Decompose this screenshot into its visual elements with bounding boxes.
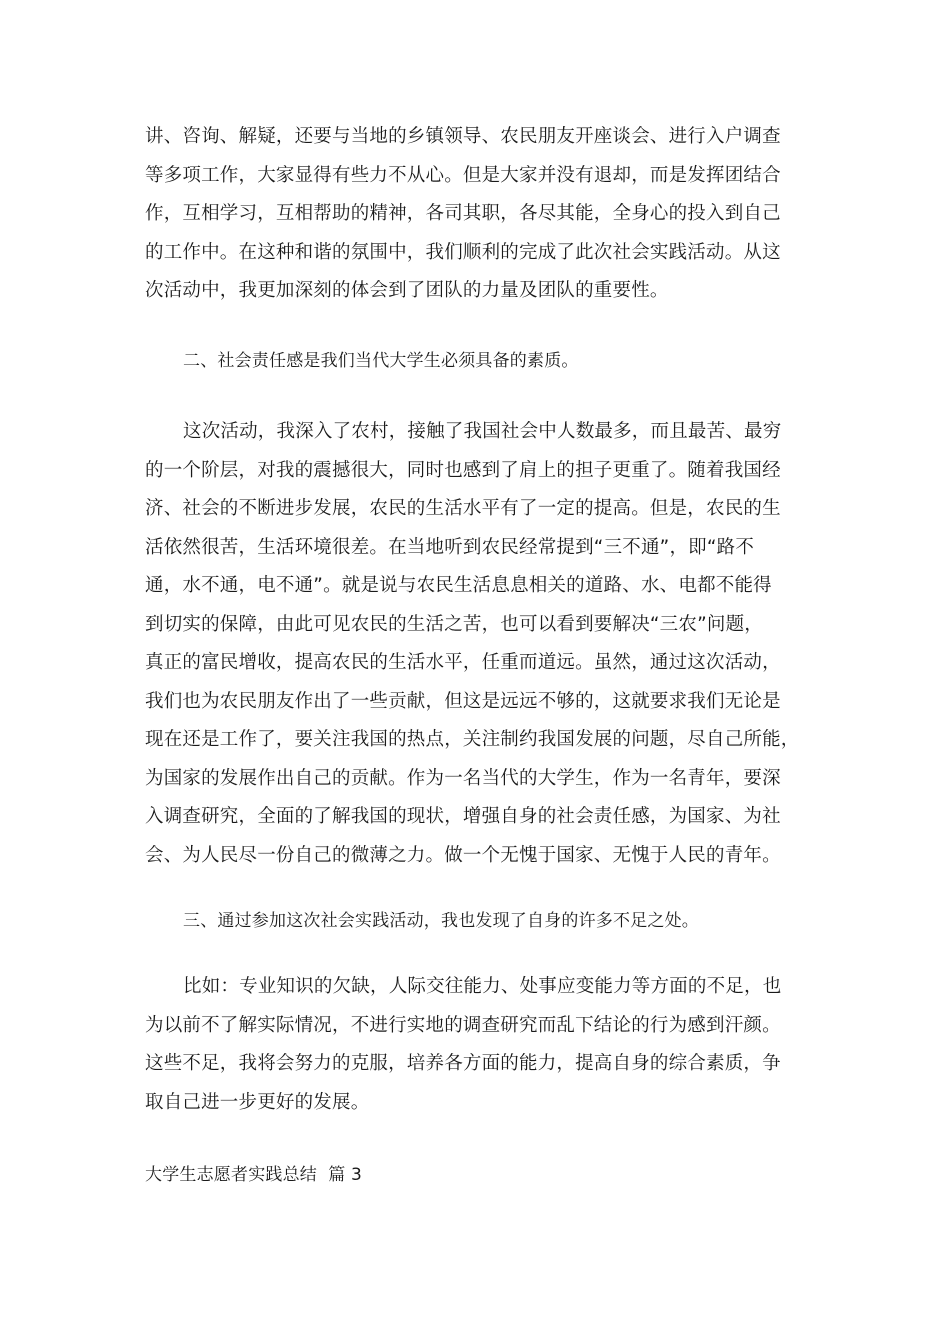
section-heading-text: 二、社会责任感是我们当代大学生必须具备的素质。 <box>183 351 579 371</box>
text-line: 作，互相学习，互相帮助的精神，各司其职，各尽其能，全身心的投入到自己 <box>145 203 781 224</box>
text-line: 到切实的保障，由此可见农民的生活之苦，也可以看到要解决“三农”问题， <box>145 613 763 635</box>
section-heading-2 <box>145 342 815 381</box>
paragraph-team-work <box>145 118 815 311</box>
text-line: 取自己进一步更好的发展。 <box>145 1091 370 1113</box>
section-heading-text: 三、通过参加这次社会实践活动，我也发现了自身的许多不足之处。 <box>183 911 699 931</box>
text-line: 的一个阶层，对我的震撼很大，同时也感到了肩上的担子更重了。随着我国经 <box>145 459 781 481</box>
paragraph-shortcomings <box>145 968 815 1122</box>
text-line: 现在还是工作了，要关注我国的热点，关注制约我国发展的问题，尽自己所能， <box>145 729 800 750</box>
next-title-text: 大学生志愿者实践总结 篇 3 <box>145 1165 363 1185</box>
text-line: 的工作中。在这种和谐的氛围中，我们顺利的完成了此次社会实践活动。从这 <box>145 241 781 263</box>
text-line: 为以前不了解实际情况，不进行实地的调查研究而乱下结论的行为感到汗颜。 <box>145 1014 781 1036</box>
text-line: 比如：专业知识的欠缺，人际交往能力、处事应变能力等方面的不足，也 <box>183 976 782 997</box>
text-line: 济、社会的不断进步发展，农民的生活水平有了一定的提高。但是，农民的生 <box>145 498 781 519</box>
text-line: 等多项工作，大家显得有些力不从心。但是大家并没有退却，而是发挥团结合 <box>145 164 781 186</box>
text-line: 次活动中，我更加深刻的体会到了团队的力量及团队的重要性。 <box>145 280 669 301</box>
text-line: 入调查研究，全面的了解我国的现状，增强自身的社会责任感，为国家、为社 <box>145 806 781 827</box>
text-line: 会、为人民尽一份自己的微薄之力。做一个无愧于国家、无愧于人民的青年。 <box>145 844 781 866</box>
text-line: 这次活动，我深入了农村，接触了我国社会中人数最多，而且最苦、最穷 <box>183 421 782 442</box>
text-line: 真正的富民增收，提高农民的生活水平，任重而道远。虽然，通过这次活动， <box>145 652 781 673</box>
text-line: 通，水不通，电不通”。就是说与农民生活息息相关的道路、水、电都不能得 <box>145 575 772 596</box>
text-line: 活依然很苦，生活环境很差。在当地听到农民经常提到“三不通”，即“路不 <box>145 536 755 558</box>
text-line: 我们也为农民朋友作出了一些贡献，但这是远远不够的，这就要求我们无论是 <box>145 690 781 712</box>
paragraph-social-responsibility <box>145 413 815 875</box>
text-line: 这些不足，我将会努力的克服，培养各方面的能力，提高自身的综合素质，争 <box>145 1053 781 1074</box>
section-heading-3 <box>145 902 815 941</box>
text-line: 为国家的发展作出自己的贡献。作为一名当代的大学生，作为一名青年，要深 <box>145 767 781 789</box>
next-section-title <box>145 1156 815 1195</box>
text-line: 讲、咨询、解疑，还要与当地的乡镇领导、农民朋友开座谈会、进行入户调查 <box>145 126 781 147</box>
